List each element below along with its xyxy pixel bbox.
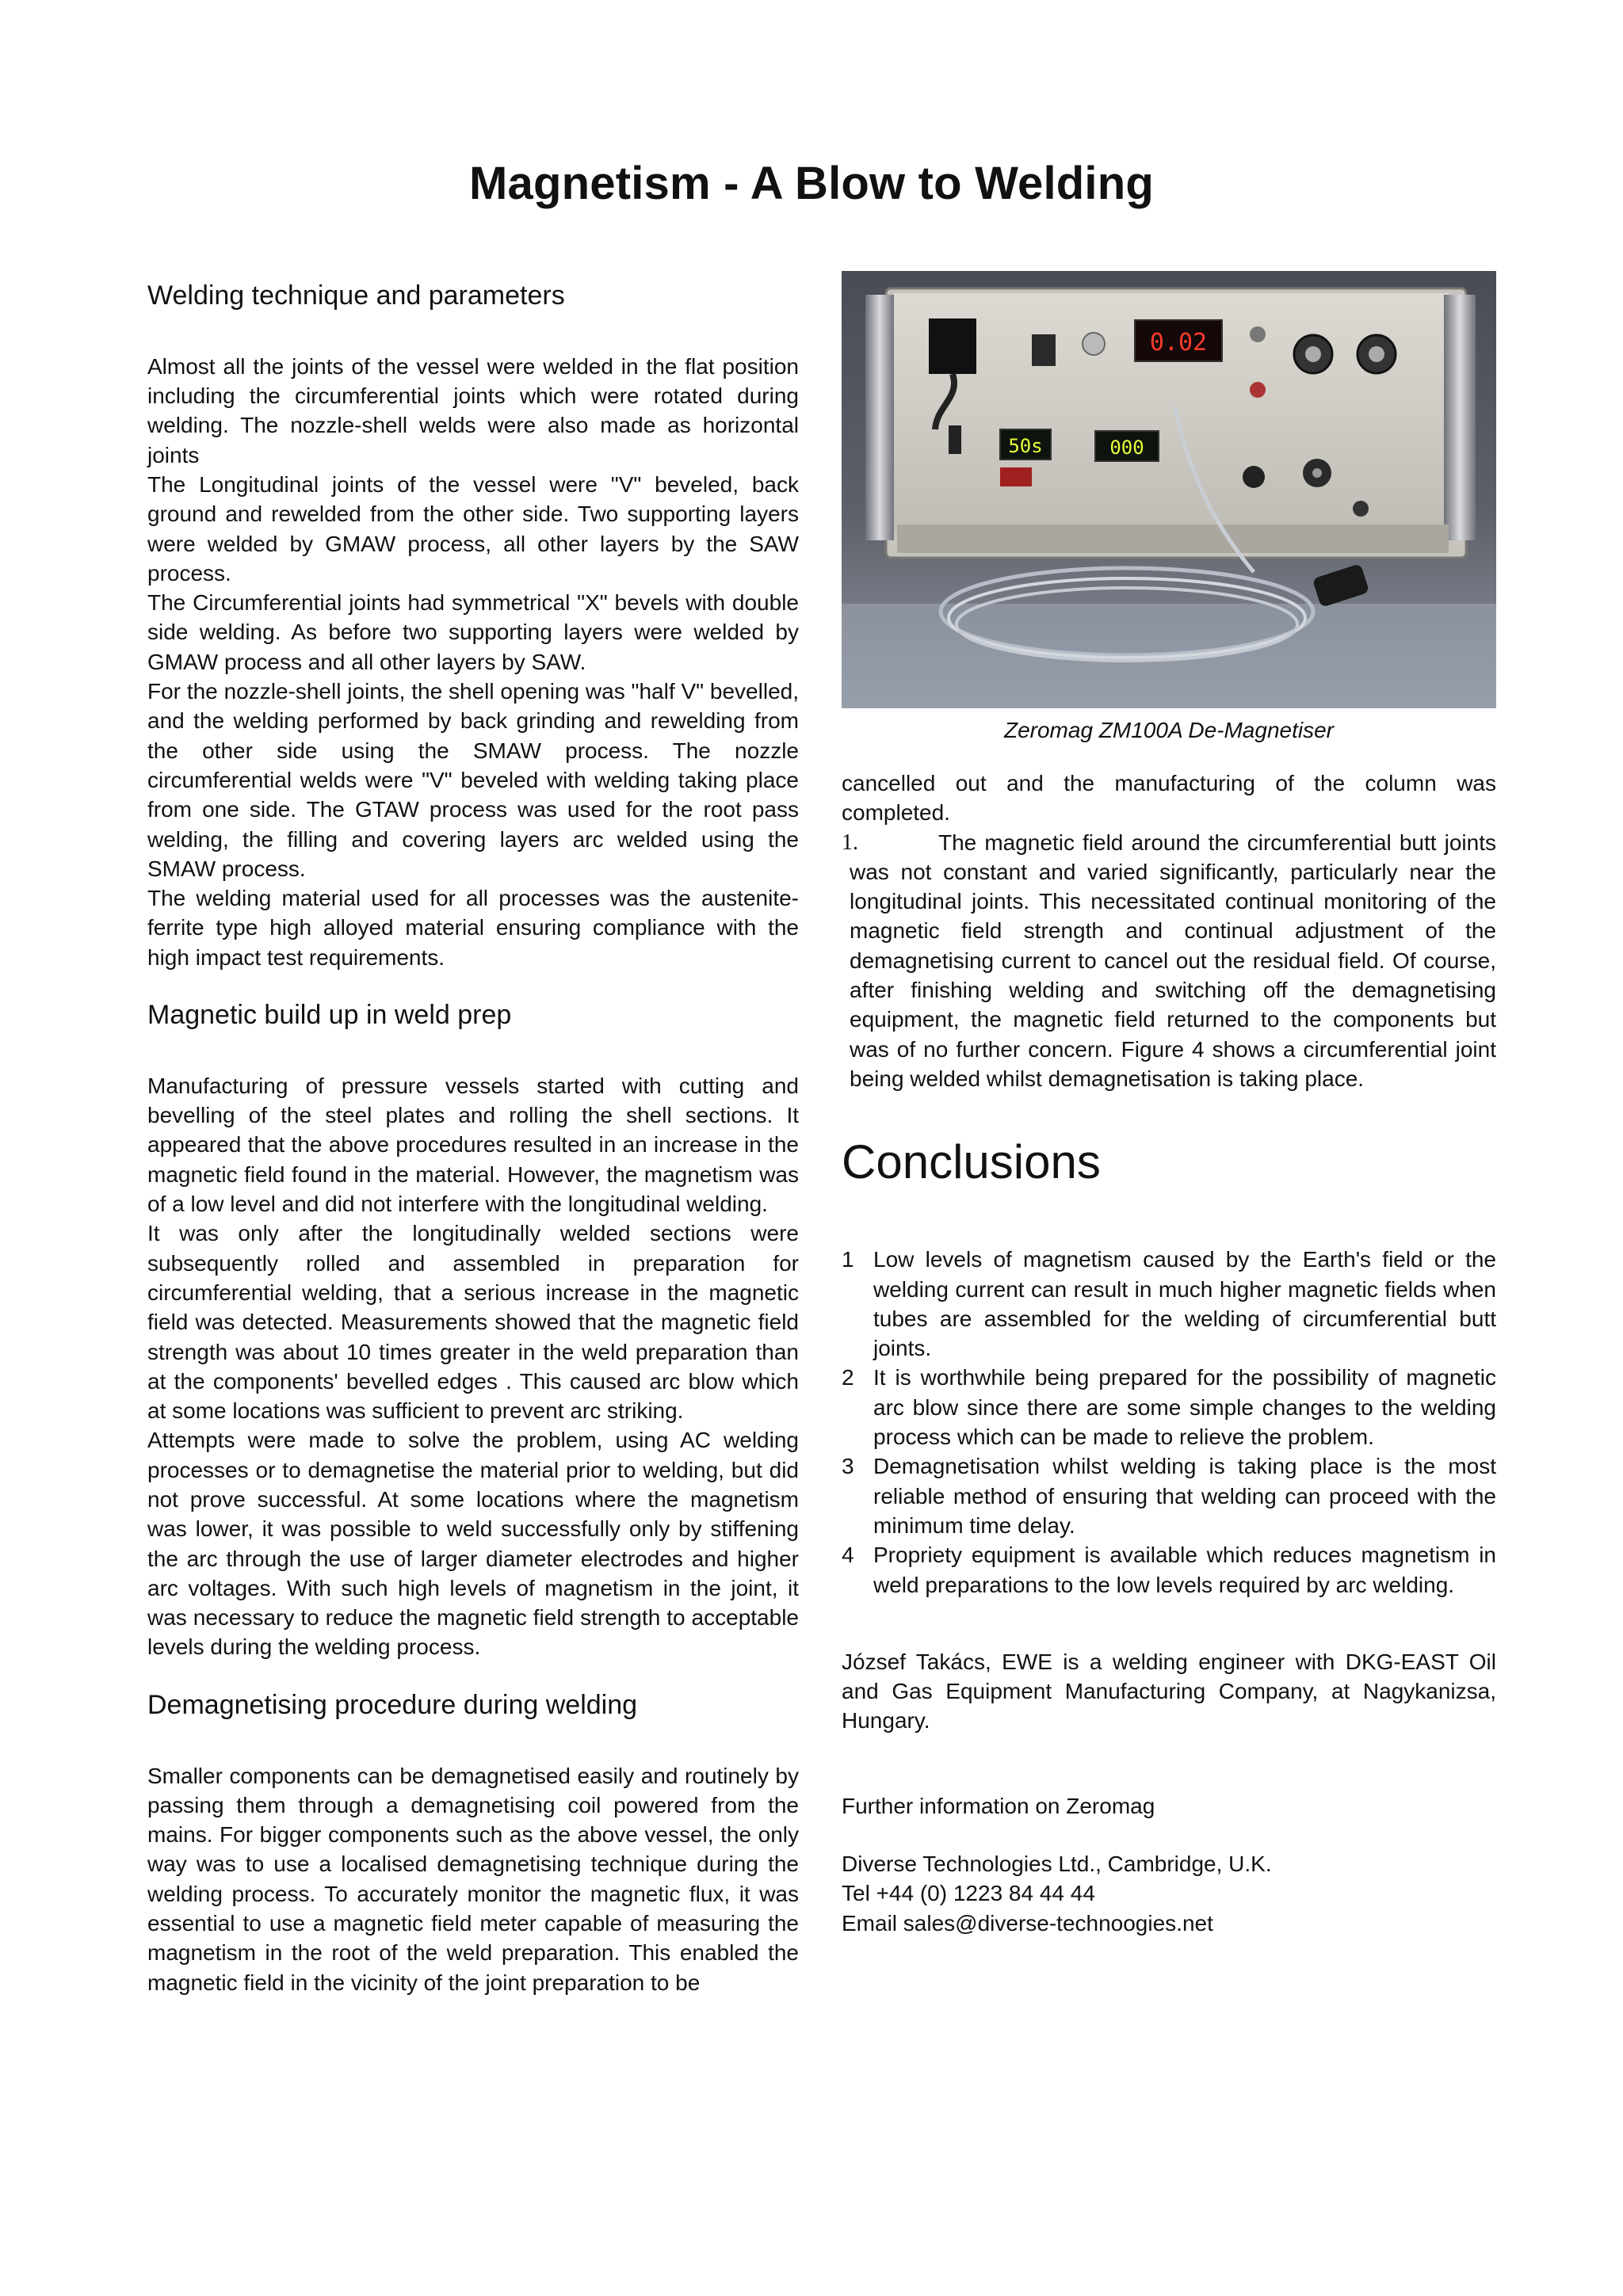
- numbered-paragraph-text: The magnetic field around the circumferential butt joints was not constant and varied significantly, particularly near the longitudinal joints. This necessitated continual monitoring of the magnetic field strength and continual adjustment of the demagnetising current to cancel out the residual field. Of course, after finishing welding and switching off the demagnetising equipment, the magnetic field returned to the components but was of no further concern. Figure 4 shows a circumferential joint being welded whilst demagnetisation is taking place.: [850, 830, 1496, 1091]
- numbered-paragraph: [842, 828, 1496, 1094]
- list-item: [842, 1451, 1496, 1540]
- paragraph: The welding material used for all processes was the austenite-ferrite type high alloyed material ensuring compliance with the high impact test requirements.: [147, 886, 799, 970]
- display-readout-right: 000: [1109, 437, 1144, 459]
- paragraph: Almost all the joints of the vessel were welded in the flat position including the circumferential joints which were rotated during welding. The nozzle-shell welds were also made as horizontal joints: [147, 353, 799, 467]
- further-info: Further information on Zeromag: [842, 1793, 1155, 1818]
- paragraph: It was only after the longitudinally welded sections were subsequently rolled and assembled in preparation for circumferential welding, that a serious increase in the magnetic field was detected. Measurements showed that the magnetic field strength was about 10 times greater in the weld preparation than at the components' bevelled edges . This caused arc blow which at some locations was sufficient to prevent arc striking.: [147, 1221, 799, 1424]
- list-text: Propriety equipment is available which reduces magnetism in weld preparations to the low levels required by arc welding.: [873, 1543, 1496, 1597]
- list-number: 2: [842, 1365, 854, 1390]
- contact-email: Email sales@diverse-technoogies.net: [842, 1910, 1213, 1936]
- list-text: Low levels of magnetism caused by the Earth's field or the welding current can result in much higher magnetic fields when tubes are assembled for the welding of circumferential butt joints.: [873, 1247, 1496, 1361]
- list-item: [842, 1363, 1496, 1451]
- list-item: [842, 1245, 1496, 1363]
- contact-company: Diverse Technologies Ltd., Cambridge, U.K.: [842, 1852, 1272, 1877]
- section-heading-welding-technique: Welding technique and parameters: [147, 280, 565, 311]
- paragraph: Smaller components can be demagnetised easily and routinely by passing them through a demagnetising coil powered from the mains. For bigger components such as the above vessel, the only way was to use a localised demagnetising technique during the welding process. To accurately monitor the magnetic flux, it was essential to use a magnetic field meter capable of measuring the magnetism in the root of the weld preparation. This enabled the magnetic field in the vicinity of the joint preparation to be: [147, 1763, 799, 1995]
- section-welding-technique: [147, 352, 799, 972]
- paragraph: The Longitudinal joints of the vessel were "V" beveled, back ground and rewelded from the other side. Two supporting layers were welded by GMAW process, all other layers by the SAW process.: [147, 471, 799, 585]
- list-number: 3: [842, 1454, 854, 1479]
- conclusions-list: [842, 1245, 1496, 1600]
- photo-caption: Zeromag ZM100A De-Magnetiser: [1003, 718, 1334, 742]
- section-demagnetising-procedure: [147, 1761, 799, 1997]
- paragraph: cancelled out and the manufacturing of the column was completed.: [842, 771, 1496, 826]
- list-text: It is worthwhile being prepared for the possibility of magnetic arc blow since there are some simple changes to the welding process which can be made to relieve the problem.: [873, 1365, 1496, 1450]
- list-number: 4: [842, 1543, 854, 1568]
- left-column: [147, 280, 799, 1997]
- section-heading-magnetic-build-up: Magnetic build up in weld prep: [147, 1000, 512, 1031]
- paragraph: The Circumferential joints had symmetrical "X" bevels with double side welding. As before two supporting layers were welded by GMAW process and all other layers by SAW.: [147, 590, 799, 674]
- right-column: [842, 271, 1496, 1938]
- demagnetiser-photo: [842, 271, 1496, 708]
- contact-tel: Tel +44 (0) 1223 84 44 44: [842, 1881, 1095, 1906]
- display-readout-left: 50s: [1008, 435, 1043, 457]
- section-heading-demagnetising-procedure: Demagnetising procedure during welding: [147, 1689, 638, 1720]
- section-magnetic-build-up: [147, 1071, 799, 1662]
- paragraph: Attempts were made to solve the problem, using AC welding processes or to demagnetise the material prior to welding, but did not prove successful. At some locations where the magnetism was lower, it was possible to weld successfully only by stiffening the arc through the use of larger diameter electrodes and higher arc voltages. With such high levels of magnetism in the joint, it was necessary to reduce the magnetic field strength to acceptable levels during the welding process.: [147, 1428, 799, 1660]
- paragraph-number: 1.: [842, 830, 858, 855]
- display-readout-top: 0.02: [1149, 329, 1208, 357]
- author-bio: József Takács, EWE is a welding engineer with DKG-EAST Oil and Gas Equipment Manufacturing Company, at Nagykanizsa, Hungary.: [842, 1649, 1496, 1733]
- list-text: Demagnetisation whilst welding is taking place is the most reliable method of ensuring that welding can proceed with the minimum time delay.: [873, 1454, 1496, 1538]
- paragraph: For the nozzle-shell joints, the shell opening was "half V" bevelled, and the welding performed by back grinding and rewelding from the other side using the SMAW process. The nozzle circumferential welds were "V" beveled with welding taking place from one side. The GTAW process was used for the root pass welding, the filling and covering layers arc welded using the SMAW process.: [147, 679, 799, 881]
- list-number: 1: [842, 1247, 854, 1272]
- demagnetiser-device-illustration: [842, 271, 1496, 708]
- article-title: Magnetism - A Blow to Welding: [469, 158, 1154, 209]
- paragraph: Manufacturing of pressure vessels started with cutting and bevelling of the steel plates and rolling the shell sections. It appeared that the above procedures resulted in an increase in the magnetic field found in the material. However, the magnetism was of a low level and did not interfere with the longitudinal welding.: [147, 1073, 799, 1217]
- list-item: [842, 1540, 1496, 1600]
- conclusions-heading: Conclusions: [842, 1135, 1101, 1189]
- contact-block: [842, 1849, 1496, 1938]
